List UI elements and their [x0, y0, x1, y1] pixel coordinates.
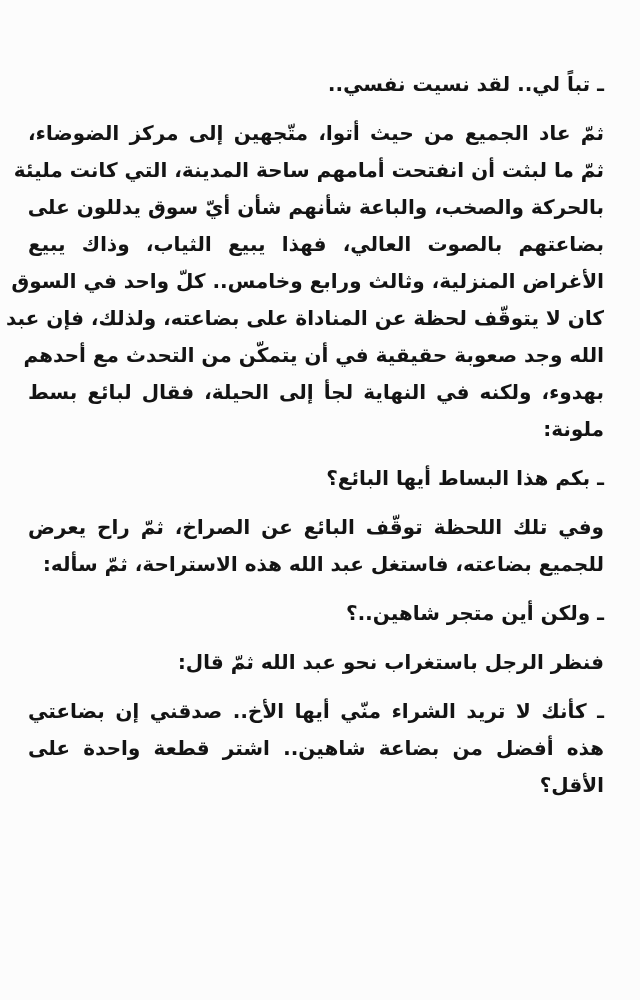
text-line: ـ ولكن أين متجر شاهين..؟: [345, 601, 604, 625]
text-line: ملونة:: [543, 417, 604, 441]
text-line: بهدوء، ولكنه في النهاية لجأ إلى الحيلة، فقال لبائع بسط: [28, 380, 604, 404]
text-line: بالحركة والصخب، والباعة شأنهم شأن أيّ سوق يدللون على: [27, 195, 604, 219]
text-line: للجميع بضاعته، فاستغل عبد الله هذه الاستراحة، ثمّ سأله:: [42, 552, 604, 576]
text-line: ثمّ ما لبثت أن انفتحت أمامهم ساحة المدينة، التي كانت مليئة: [13, 158, 604, 182]
paragraph-4: [28, 509, 604, 583]
text-line: ـ بكم هذا البساط أيها البائع؟: [326, 466, 604, 490]
paragraph-1: [28, 66, 604, 103]
paragraph-5: [28, 595, 604, 632]
text-line: ثمّ عاد الجميع من حيث أتوا، متّجهين إلى مركز الضوضاء،: [28, 121, 604, 145]
text-line: فنظر الرجل باستغراب نحو عبد الله ثمّ قال:: [177, 650, 604, 674]
text-line: هذه أفضل من بضاعة شاهين.. اشتر قطعة واحدة على: [28, 736, 604, 760]
text-line: كان لا يتوقّف لحظة عن المناداة على بضاعته، ولذلك، فإن عبد: [5, 306, 604, 330]
paragraph-7: [28, 693, 604, 804]
text-line: ـ كأنك لا تريد الشراء منّي أيها الأخ.. صدقني إن بضاعتي: [28, 699, 604, 723]
text-line: الأغراض المنزلية، وثالث ورابع وخامس.. كلّ واحد في السوق: [11, 269, 604, 293]
text-line: ـ تباً لي.. لقد نسيت نفسي..: [327, 72, 604, 96]
text-line: وفي تلك اللحظة توقّف البائع عن الصراخ، ثمّ راح يعرض: [28, 515, 604, 539]
text-line: الله وجد صعوبة حقيقية في أن يتمكّن من التحدث مع أحدهم: [23, 343, 604, 367]
paragraph-2: [5, 115, 604, 448]
paragraph-3: [28, 460, 604, 497]
text-line: الأقل؟: [539, 773, 604, 797]
text-line: بضاعتهم بالصوت العالي، فهذا يبيع الثياب، وذاك يبيع: [28, 232, 604, 256]
paragraph-6: [28, 644, 604, 681]
